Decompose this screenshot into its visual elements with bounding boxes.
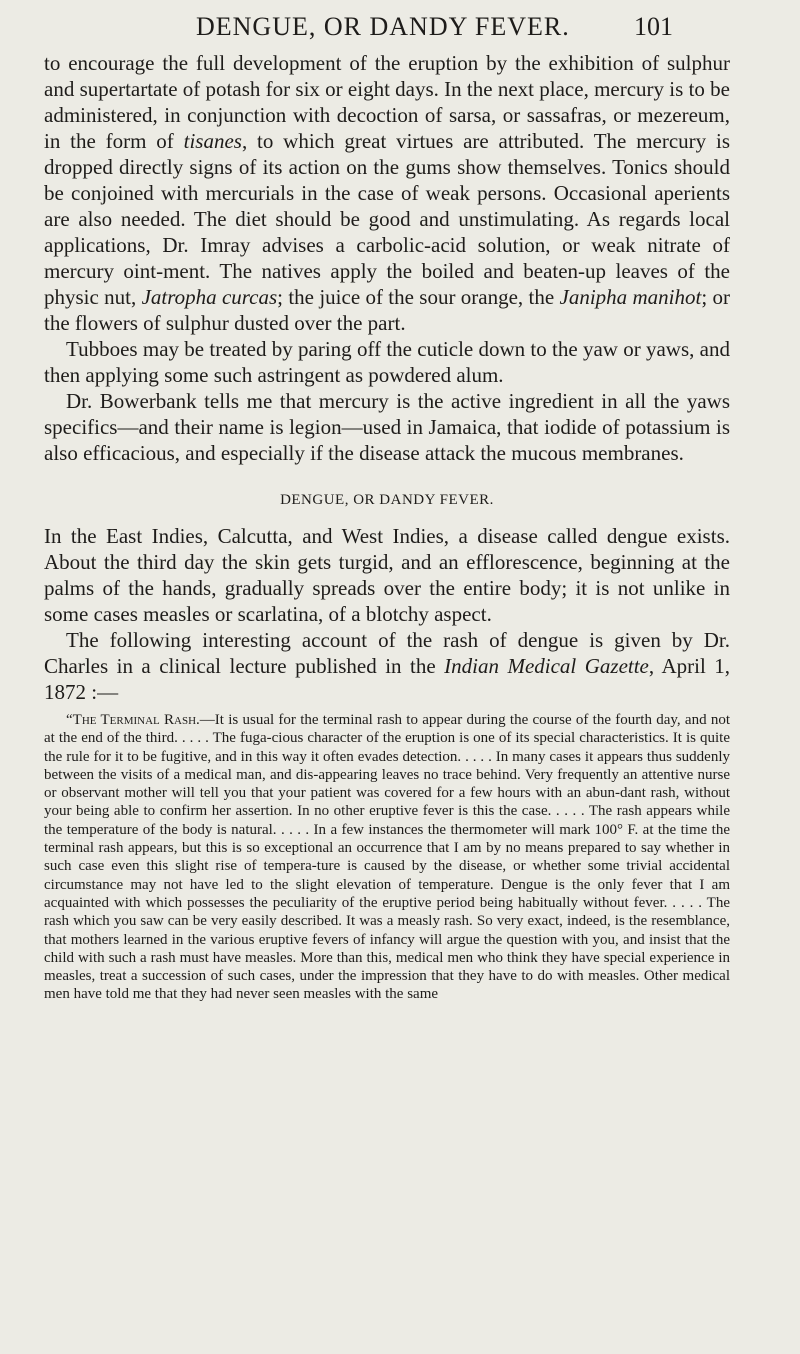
- paragraph-bowerbank: Dr. Bowerbank tells me that mercury is the active ingredient in all the yaws specifics—and their name is legion—used in Jamaica, that iodide of potassium is also efficacious, and especially if the disease attack the mucous membranes.: [44, 389, 730, 465]
- section-heading: DENGUE, OR DANDY FEVER.: [280, 492, 494, 508]
- running-title: DENGUE, OR DANDY FEVER.: [196, 12, 570, 41]
- block-quote: [44, 711, 730, 1004]
- quote-lead: “The Terminal Rash.: [66, 712, 200, 728]
- paragraph-dengue-account: The following interesting account of the rash of dengue is given by Dr. Charles in a clinical lecture published in the Indian Medical Gazette, April 1, 1872 :—: [44, 628, 731, 704]
- paragraph-tubboes: Tubboes may be treated by paring off the cuticle down to the yaw or yaws, and then applying some such astringent as powdered alum.: [44, 337, 730, 387]
- paragraph-treatment: to encourage the full development of the eruption by the exhibition of sulphur and supertartate of potash for six or eight days. In the next place, mercury is to be administered, in conjunction with decoction of sarsa, or sassafras, or mezereum, in the form of tisanes, to which great virtues are attributed. The mercury is dropped directly signs of its action on the gums show themselves. Tonics should be conjoined with mercurials in the case of weak persons. Occasional aperients are also needed. The diet should be good and unstimulating. As regards local applications, Dr. Imray advises a carbolic-acid solution, or weak nitrate of mercury oint-ment. The natives apply the boiled and beaten-up leaves of the physic nut, Jatropha curcas; the juice of the sour orange, the Janipha manihot; or the flowers of sulphur dusted over the part.: [44, 51, 730, 335]
- paragraph-dengue-intro: In the East Indies, Calcutta, and West Indies, a disease called dengue exists. About the third day the skin gets turgid, and an efflorescence, beginning at the palms of the hands, gradually spreads over the entire body; it is not unlike in some cases measles or scarlatina, of a blotchy aspect.: [44, 524, 730, 626]
- quote-text: —It is usual for the terminal rash to appear during the course of the fourth day, and not at the end of the third. . . . . The fuga-cious character of the eruption is one of its special characteristics. It is quite the rule for it to be fugitive, and in this way it often evades detection. . . . . In many cases it appears thus suddenly between the visits of a medical man, and dis-appearing leaves no trace behind. Very frequently an attentive nurse or observant mother will tell you that your patient was covered for a few hours with an abun-dant rash, without your being able to confirm her assertion. In no other eruptive fever is this the case. . . . . The rash appears while the temperature of the body is natural. . . . . In a few instances the thermometer will mark 100° F. at the time the terminal rash appears, but this is so exceptional an occurrence that I am by no means prepared to say whether in such case even this slight rise of tempera-ture is caused by the disease, or whether some trivial accidental circumstance may not have led to the slight elevation of temperature. Dengue is the only fever that I am acquainted with which possesses the peculiarity of the eruptive period being habitually without fever. . . . . The rash which you saw can be very easily described. It was a measly rash. So very exact, indeed, is the resemblance, that mothers learned in the various eruptive fevers of infancy will argue the question with you, and insist that the child with such a rash must have measles. More than this, medical men who think they have special experience in measles, treat a succession of such cases, under the impression that they have to do with measles. Other medical men have told me that they had never seen measles with the same: [44, 712, 731, 1003]
- running-head: [0, 6, 800, 46]
- page-number: 101: [634, 12, 673, 41]
